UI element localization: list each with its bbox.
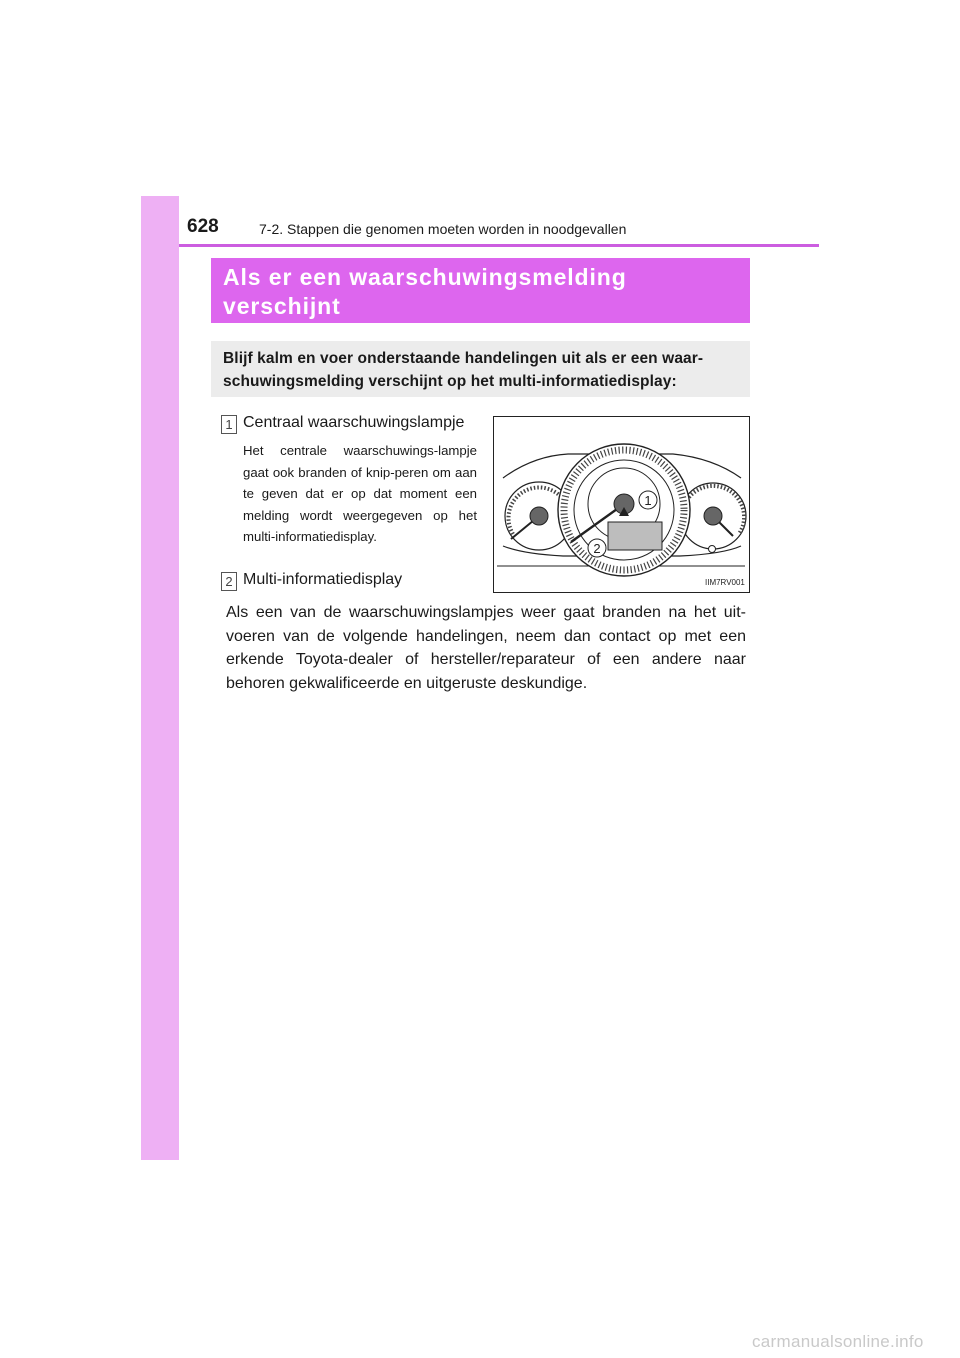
intro-line-2: schuwingsmelding verschijnt op het multi-informatiedisplay: [223,373,677,390]
chapter-side-tab [141,196,179,1160]
section-title [211,258,750,323]
intro-box [211,341,750,397]
multi-info-display [608,522,662,550]
footer-watermark: carmanualsonline.info [752,1332,924,1351]
header-rule [179,244,819,247]
item-2-number: 2 [221,572,237,591]
intro-line-1: Blijf kalm en voer onderstaande handelingen uit als er een waar- [223,350,704,367]
body-paragraph: Als een van de waarschuwingslampjes weer gaat branden na het uit-voeren van de volgende handelingen, neem dan contact op met een erkende Toyota-dealer of hersteller/reparateur of een andere naar behoren gekwalificeerde en uitgeruste deskundige. [226,604,746,692]
left-gauge-hub [530,507,548,525]
right-gauge-indicator [709,546,716,553]
item-1-title: Centraal waarschuwingslampje [243,414,465,431]
illustration-code: IIM7RV001 [705,578,745,587]
right-gauge-hub [704,507,722,525]
item-1-number: 1 [221,415,237,434]
callout-2-text: 2 [593,541,601,556]
item-1-description: Het centrale waarschuwings-lampje gaat ook branden of knip-peren om aan te geven dat er op dat moment een melding wordt weergegeven op het multi-informatiedisplay. [243,443,477,544]
item-2-title: Multi-informatiedisplay [243,571,403,588]
callout-1-text: 1 [644,493,652,508]
section-reference: 7-2. Stappen die genomen moeten worden in noodgevallen [259,221,627,237]
instrument-cluster-illustration [493,416,750,593]
section-title-line-1: Als er een waarschuwingsmelding [223,264,627,290]
section-title-line-2: verschijnt [223,293,341,319]
page-number: 628 [187,216,219,237]
